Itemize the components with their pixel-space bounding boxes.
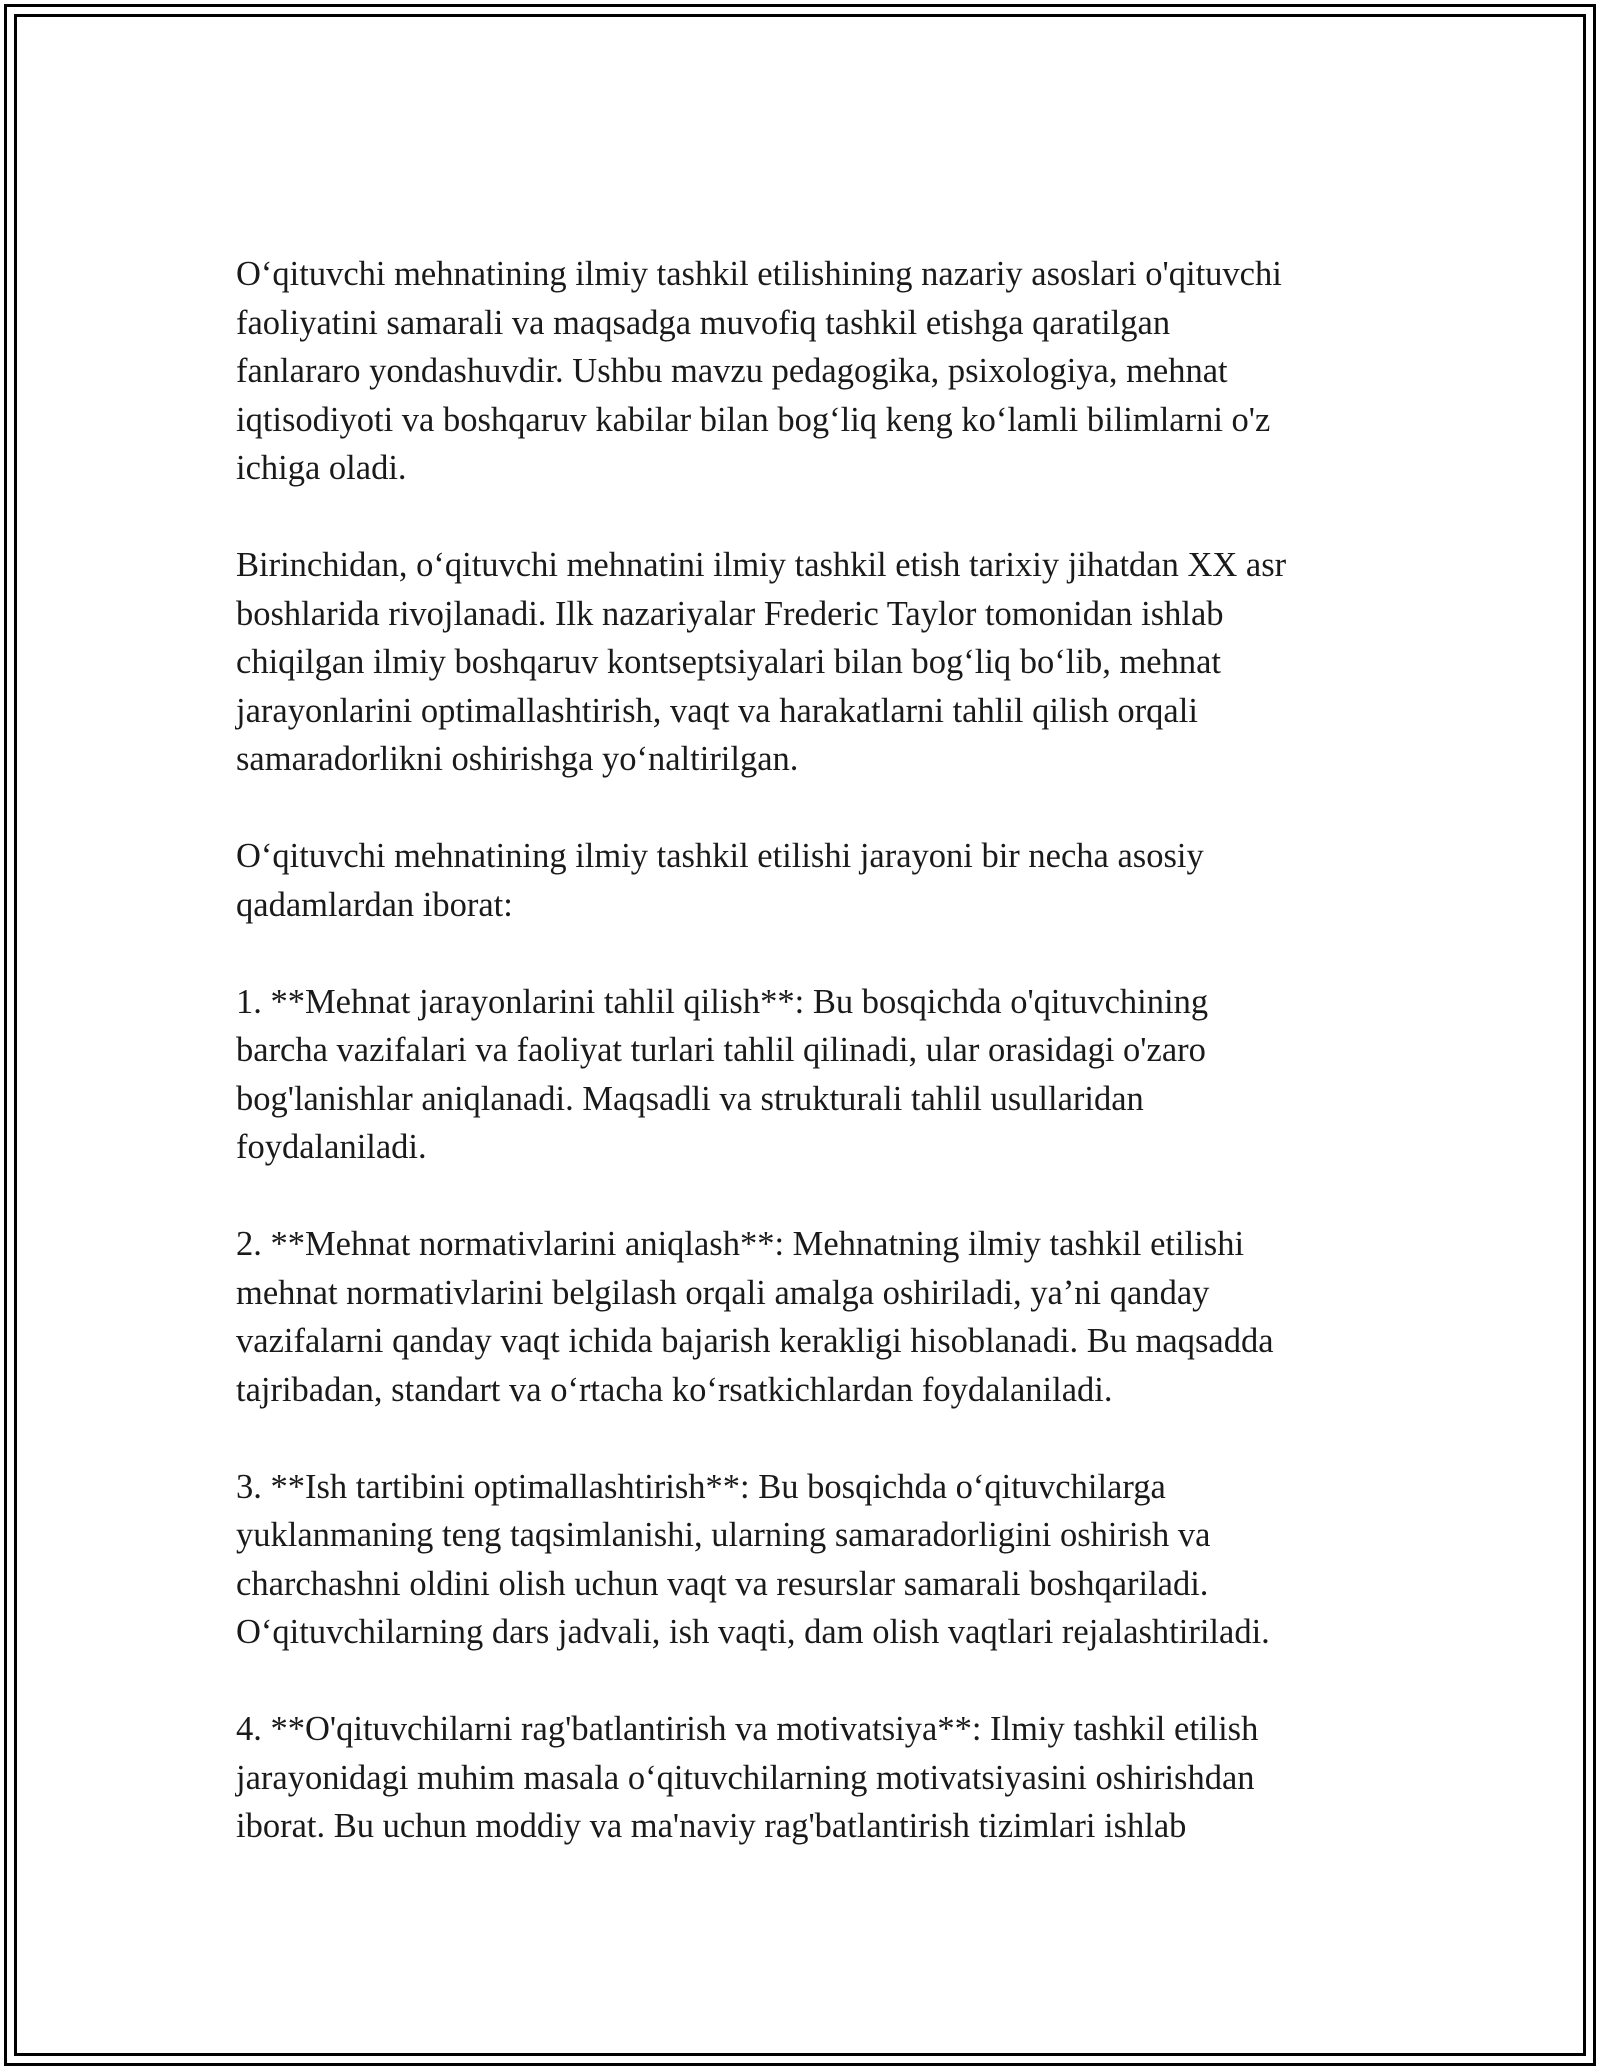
text-line: qadamlardan iborat: <box>236 885 513 924</box>
list-item-step-1 <box>236 978 1356 1172</box>
text-line: Oʻqituvchi mehnatining ilmiy tashkil etilishi jarayoni bir necha asosiy <box>236 837 1204 875</box>
text-line: 3. **Ish tartibini optimallashtirish**: Bu bosqichda oʻqituvchilarga <box>236 1467 1166 1506</box>
text-line: jarayonlarini optimallashtirish, vaqt va harakatlarni tahlil qilish orqali <box>236 691 1198 730</box>
text-line: tajribadan, standart va oʻrtacha koʻrsatkichlardan foydalaniladi. <box>236 1370 1113 1409</box>
text-line: mehnat normativlarini belgilash orqali amalga oshiriladi, yaʼni qanday <box>236 1273 1210 1312</box>
text-line: samaradorlikni oshirishga yoʻnaltirilgan. <box>236 740 799 778</box>
text-line: chiqilgan ilmiy boshqaruv kontseptsiyalari bilan bogʻliq boʻlib, mehnat <box>236 643 1222 681</box>
text-line: foydalaniladi. <box>236 1128 427 1166</box>
text-line: boshlarida rivojlanadi. Ilk nazariyalar Frederic Taylor tomonidan ishlab <box>236 594 1224 633</box>
text-line: charchashni oldini olish uchun vaqt va resurslar samarali boshqariladi. <box>236 1564 1209 1603</box>
paragraph-steps-intro <box>236 832 1356 929</box>
text-line: yuklanmaning teng taqsimlanishi, ularning samaradorligini oshirish va <box>236 1516 1211 1554</box>
document-body <box>236 250 1356 1899</box>
paragraph-intro <box>236 250 1356 493</box>
text-line: Oʻqituvchi mehnatining ilmiy tashkil etilishining nazariy asoslari o'qituvchi <box>236 255 1282 293</box>
text-line: barcha vazifalari va faoliyat turlari tahlil qilinadi, ular orasidagi o'zaro <box>236 1031 1206 1069</box>
text-line: iqtisodiyoti va boshqaruv kabilar bilan bogʻliq keng koʻlamli bilimlarni o'z <box>236 400 1271 439</box>
text-line: fanlararo yondashuvdir. Ushbu mavzu pedagogika, psixologiya, mehnat <box>236 352 1228 390</box>
text-line: bog'lanishlar aniqlanadi. Maqsadli va strukturali tahlil usullaridan <box>236 1079 1144 1118</box>
paragraph-history <box>236 541 1356 784</box>
list-item-step-3 <box>236 1463 1356 1657</box>
list-item-step-4 <box>236 1705 1356 1851</box>
text-line: Birinchidan, oʻqituvchi mehnatini ilmiy tashkil etish tarixiy jihatdan XX asr <box>236 546 1287 584</box>
text-line: vazifalarni qanday vaqt ichida bajarish kerakligi hisoblanadi. Bu maqsadda <box>236 1322 1274 1360</box>
list-item-step-2 <box>236 1220 1356 1414</box>
text-line: 2. **Mehnat normativlarini aniqlash**: Mehnatning ilmiy tashkil etilishi <box>236 1225 1245 1263</box>
text-line: 1. **Mehnat jarayonlarini tahlil qilish**: Bu bosqichda o'qituvchining <box>236 982 1209 1021</box>
text-line: 4. **O'qituvchilarni rag'batlantirish va motivatsiya**: Ilmiy tashkil etilish <box>236 1710 1259 1748</box>
text-line: Oʻqituvchilarning dars jadvali, ish vaqti, dam olish vaqtlari rejalashtiriladi. <box>236 1613 1270 1651</box>
text-line: iborat. Bu uchun moddiy va ma'naviy rag'batlantirish tizimlari ishlab <box>236 1807 1187 1845</box>
text-line: faoliyatini samarali va maqsadga muvofiq tashkil etishga qaratilgan <box>236 303 1171 342</box>
text-line: ichiga oladi. <box>236 449 407 487</box>
text-line: jarayonidagi muhim masala oʻqituvchilarning motivatsiyasini oshirishdan <box>236 1758 1255 1797</box>
